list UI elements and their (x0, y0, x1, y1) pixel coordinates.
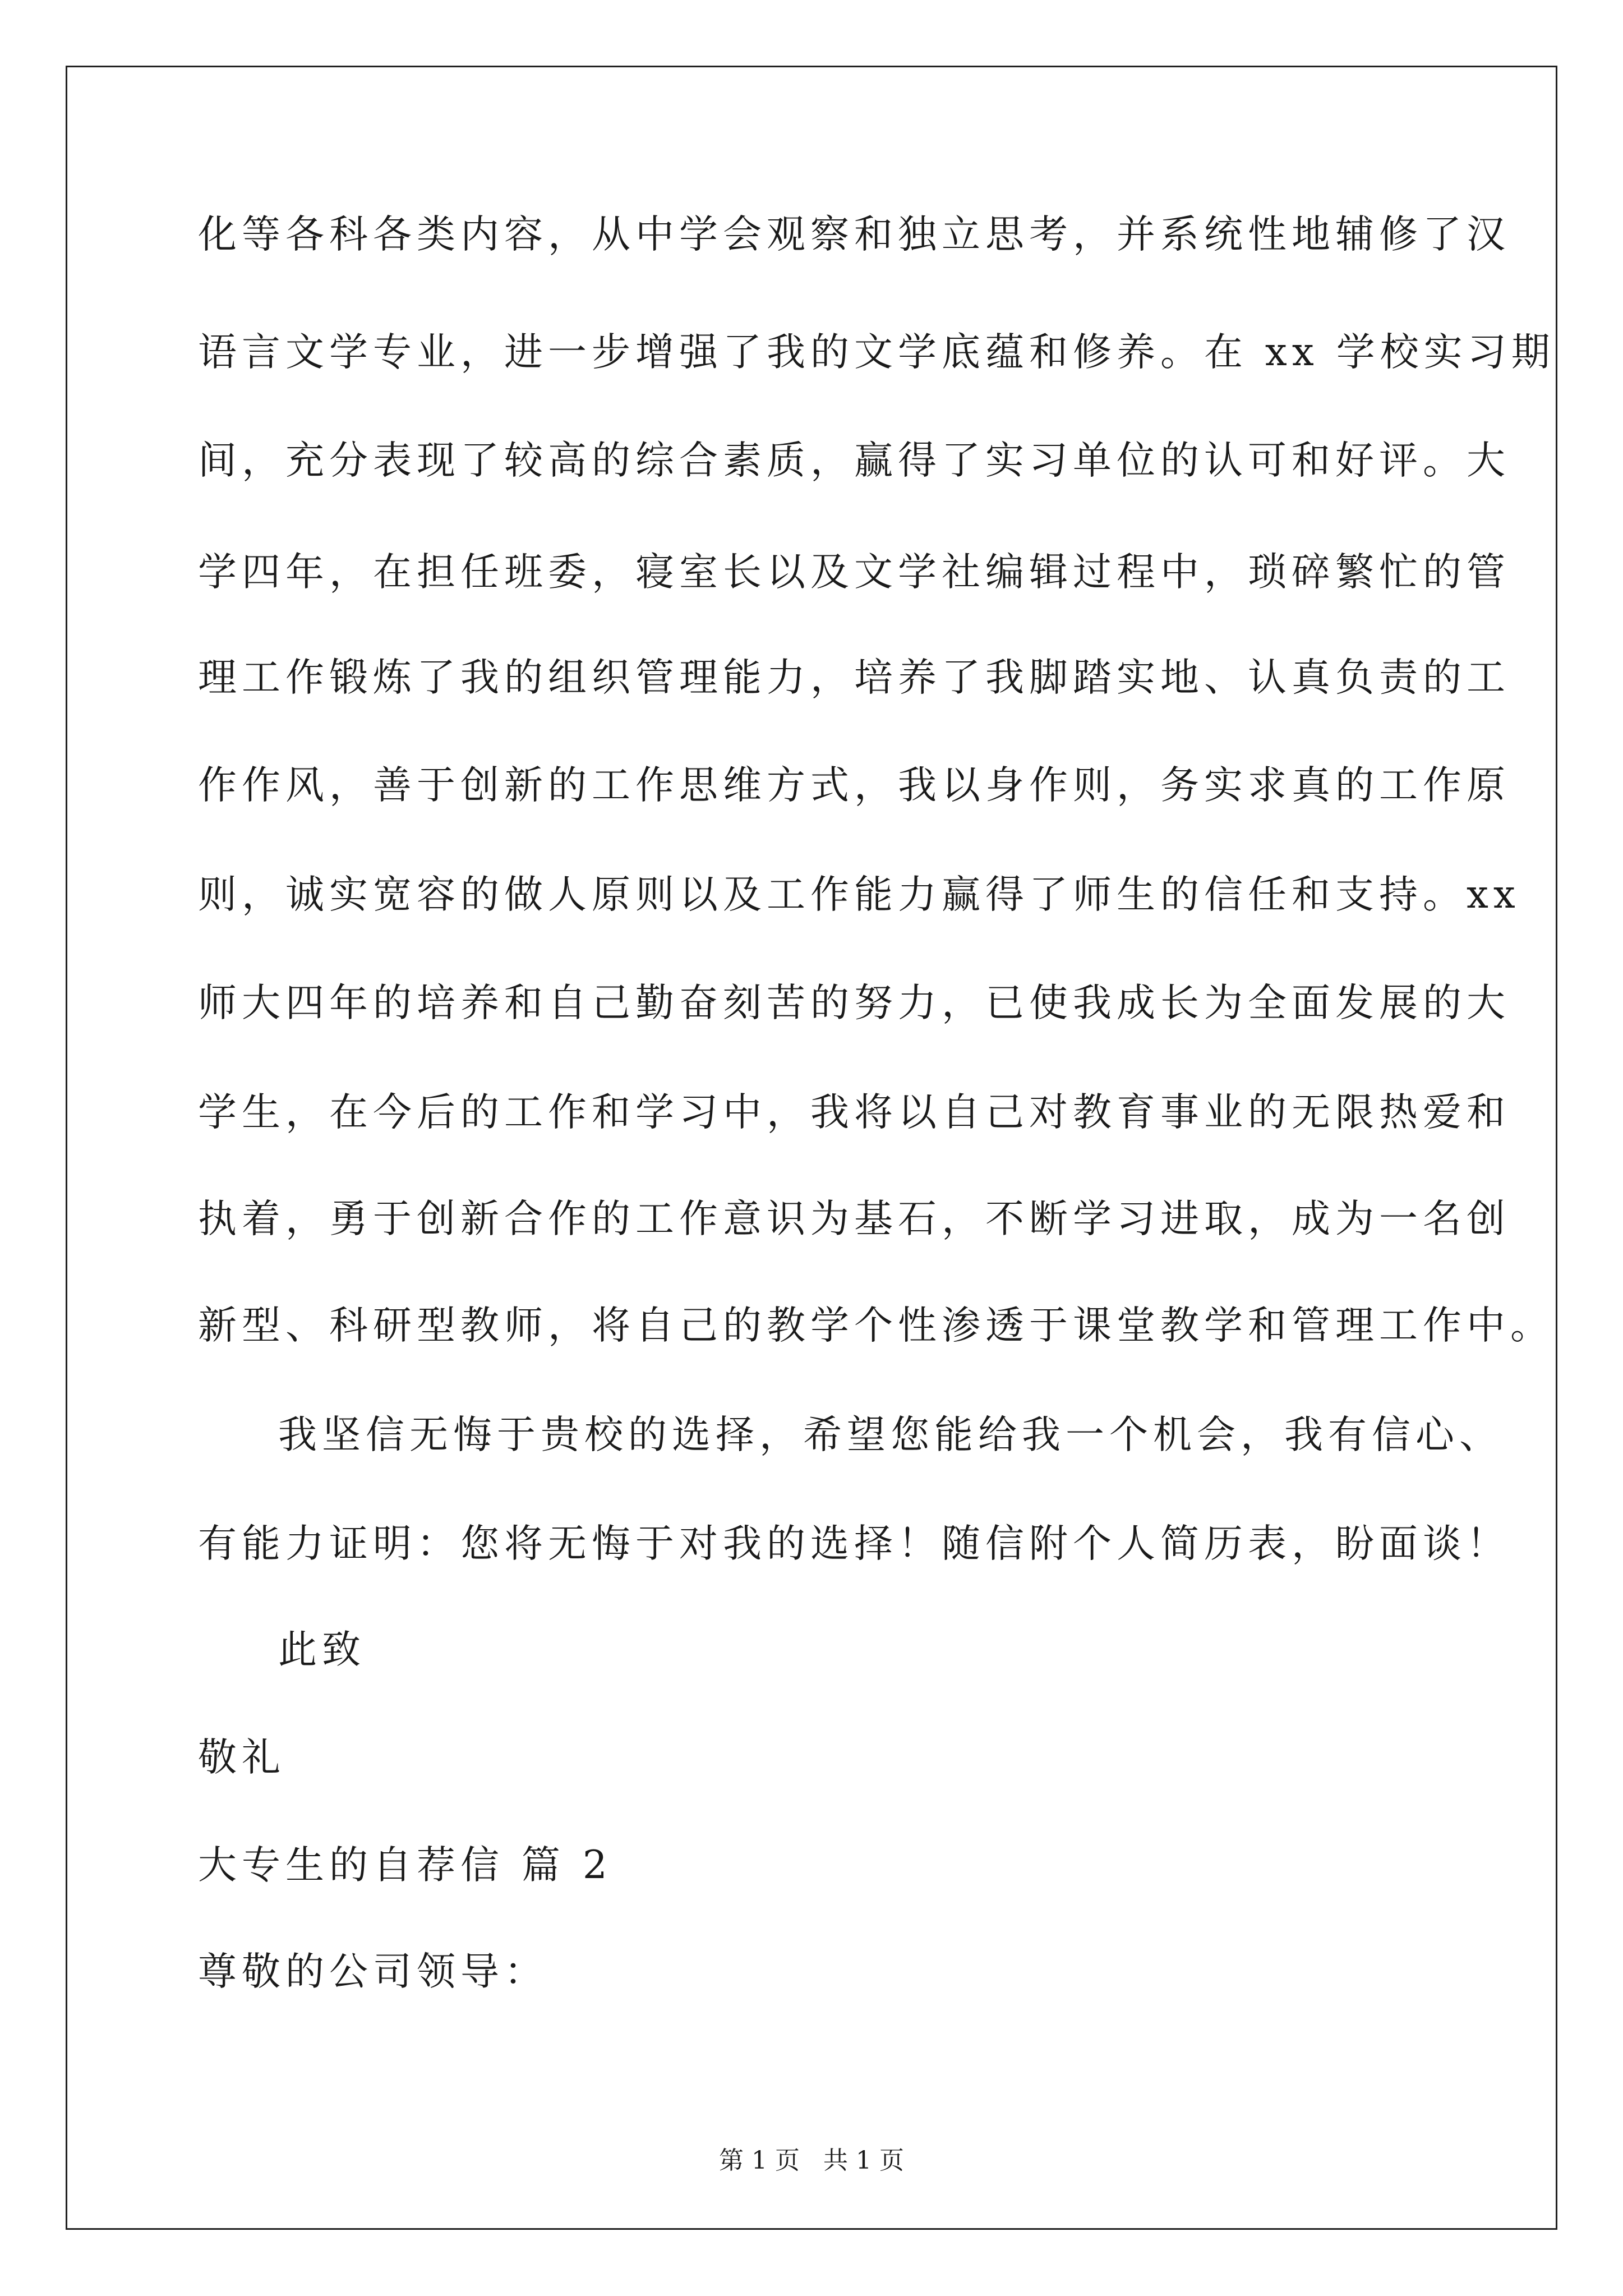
body-line-6: 作作风，善于创新的工作思维方式，我以身作则，务实求真的工作原 (198, 763, 1510, 808)
body-line-8: 师大四年的培养和自己勤奋刻苦的努力，已使我成长为全面发展的大 (198, 981, 1510, 1025)
body-line-2: 语言文学专业，进一步增强了我的文学底蕴和修养。在 xx 学校实习期 (198, 330, 1555, 375)
greeting-line: 尊敬的公司领导： (198, 1949, 548, 1994)
body-line-3: 间，充分表现了较高的综合素质，赢得了实习单位的认可和好评。大 (198, 438, 1510, 483)
body-line-9: 学生，在今后的工作和学习中，我将以自己对教育事业的无限热爱和 (198, 1090, 1510, 1135)
page-border (66, 66, 1557, 2230)
body-line-10: 执着，勇于创新合作的工作意识为基石，不断学习进取，成为一名创 (198, 1197, 1510, 1241)
section-heading: 大专生的自荐信 篇 2 (198, 1843, 612, 1888)
body-line-5: 理工作锻炼了我的组织管理能力，培养了我脚踏实地、认真负责的工 (198, 655, 1510, 700)
body-line-11: 新型、科研型教师，将自己的教学个性渗透于课堂教学和管理工作中。 (198, 1303, 1554, 1348)
body-line-1: 化等各科各类内容，从中学会观察和独立思考，并系统性地辅修了汉 (198, 212, 1510, 257)
body-line-13: 有能力证明：您将无悔于对我的选择！随信附个人简历表，盼面谈！ (198, 1521, 1510, 1566)
body-line-4: 学四年，在担任班委，寝室长以及文学社编辑过程中，琐碎繁忙的管 (198, 550, 1510, 595)
closing-regards: 敬礼 (198, 1735, 285, 1780)
body-line-12: 我坚信无悔于贵校的选择，希望您能给我一个机会，我有信心、 (278, 1412, 1503, 1457)
closing-salutation: 此致 (278, 1627, 366, 1672)
page-number: 第 1 页 共 1 页 (719, 2146, 904, 2175)
body-line-7: 则，诚实宽容的做人原则以及工作能力赢得了师生的信任和支持。xx (198, 872, 1520, 917)
